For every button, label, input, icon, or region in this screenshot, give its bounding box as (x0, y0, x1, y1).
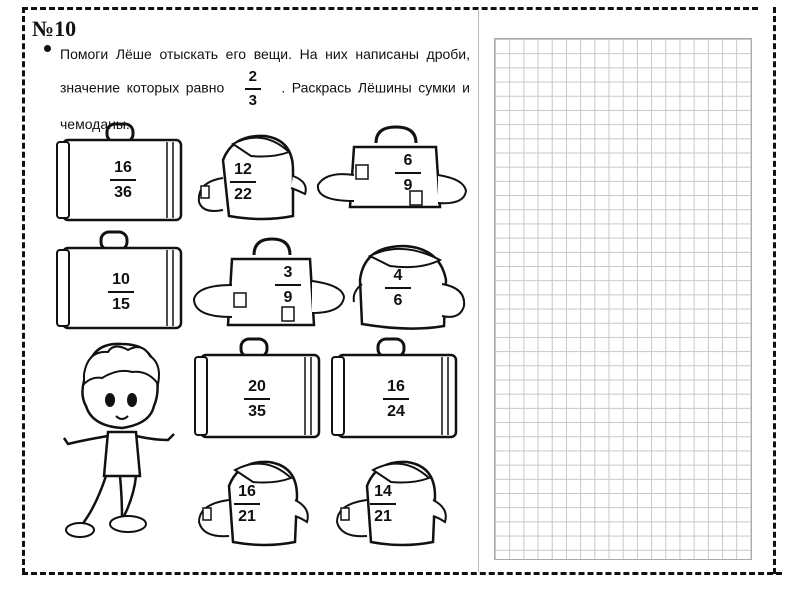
fraction-numerator: 16 (387, 378, 405, 395)
suitcase-item[interactable] (55, 230, 190, 330)
suitcase-item[interactable] (55, 122, 190, 222)
fraction-bar (245, 88, 261, 90)
fraction-numerator: 20 (248, 378, 266, 395)
fraction-numerator: 10 (112, 271, 130, 288)
fraction-bar (230, 181, 256, 183)
backpack-item[interactable] (195, 456, 313, 548)
fraction-label (378, 266, 418, 310)
fraction-label (103, 158, 143, 202)
fraction-numerator: 16 (114, 159, 132, 176)
fraction-label (268, 263, 308, 307)
fraction-label (376, 377, 416, 421)
fraction-denominator: 35 (248, 403, 266, 420)
bag-item[interactable] (192, 237, 347, 329)
fraction-label (237, 377, 277, 421)
dashed-frame-bottom (22, 572, 782, 575)
fraction-bar (383, 398, 409, 400)
fraction-denominator: 9 (283, 289, 293, 306)
fraction-label (101, 270, 141, 314)
fraction-denominator: 21 (238, 508, 256, 525)
fraction-bar (110, 179, 136, 181)
dashed-frame-left (22, 7, 25, 574)
fraction-bar (244, 398, 270, 400)
dashed-frame-top (22, 7, 758, 10)
dashed-frame-right (773, 7, 776, 574)
fraction-bar (275, 284, 301, 286)
fraction-label (227, 482, 267, 526)
instruction-text-before: Помоги Лёше отыскать его вещи. На них написаны дроби, значение которых равно (60, 46, 470, 96)
backpack-item[interactable] (350, 240, 468, 332)
target-fraction-numerator: 2 (248, 68, 257, 85)
fraction-denominator: 6 (393, 292, 403, 309)
backpack-item[interactable] (193, 130, 311, 222)
fraction-denominator: 15 (112, 296, 130, 313)
bag-item[interactable] (314, 125, 469, 215)
suitcase-item[interactable] (193, 337, 328, 439)
instruction-text-after: . Раскрась Лёшины сумки и чемоданы. (60, 79, 471, 132)
fraction-numerator: 4 (393, 267, 403, 284)
page-divider (478, 9, 479, 572)
fraction-denominator: 24 (387, 403, 405, 420)
fraction-bar (370, 503, 396, 505)
fraction-bar (385, 287, 411, 289)
grid-paper-area[interactable] (494, 38, 752, 560)
fraction-numerator: 12 (234, 161, 252, 178)
fraction-numerator: 6 (403, 152, 413, 169)
backpack-item[interactable] (333, 456, 451, 548)
fraction-bar (108, 291, 134, 293)
task-number: №10 (32, 16, 77, 41)
boy-icon (58, 340, 183, 552)
suitcase-item[interactable] (330, 337, 465, 439)
fraction-label (388, 151, 428, 195)
fraction-bar (395, 172, 421, 174)
target-fraction (245, 68, 261, 110)
fraction-numerator: 16 (238, 483, 256, 500)
fraction-bar (234, 503, 260, 505)
fraction-label (223, 160, 263, 204)
fraction-label (363, 482, 403, 526)
fraction-denominator: 36 (114, 184, 132, 201)
fraction-denominator: 22 (234, 186, 252, 203)
target-fraction-denominator: 3 (248, 92, 257, 109)
bullet-icon (44, 45, 51, 52)
fraction-numerator: 3 (283, 264, 293, 281)
fraction-denominator: 9 (403, 177, 413, 194)
fraction-denominator: 21 (374, 508, 392, 525)
fraction-numerator: 14 (374, 483, 392, 500)
boy-illustration (58, 340, 183, 552)
